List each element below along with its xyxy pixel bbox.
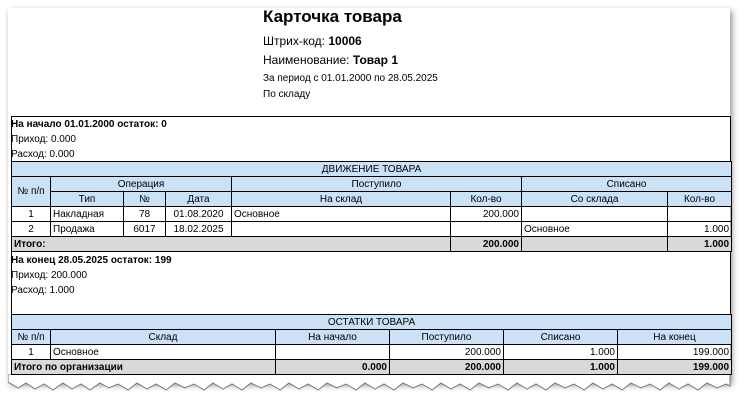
cell-num: 1 [12, 207, 51, 222]
col-type: Тип [51, 192, 124, 207]
product-name-label: Наименование: [263, 53, 350, 67]
end-income: Приход: 200.000 [11, 270, 88, 281]
product-name-value: Товар 1 [352, 53, 399, 67]
cell-type: Накладная [51, 207, 124, 222]
col-received: Поступило [232, 177, 522, 192]
col-written-off: Списано [522, 177, 732, 192]
end-balance: На конец 28.05.2025 остаток: 199 [11, 255, 172, 266]
barcode-value: 10006 [328, 34, 362, 48]
period-text: За период с 01.01.2000 по 28.05.2025 [263, 73, 438, 84]
cell-num: 2 [12, 222, 51, 237]
end-expense: Расход: 1.000 [11, 285, 75, 296]
cell-qty-in: 200.000 [451, 207, 522, 222]
col-num: № п/п [12, 330, 51, 345]
col-qty-out: Кол-во [668, 192, 732, 207]
col-qty-in: Кол-во [451, 192, 522, 207]
divider [11, 116, 730, 117]
col-in: Поступило [390, 330, 504, 345]
col-operation: Операция [51, 177, 232, 192]
total-end: 199.000 [618, 360, 732, 375]
cell-qty-in [451, 222, 522, 237]
total-row [12, 360, 732, 375]
table-row [12, 345, 732, 360]
table-row [12, 207, 732, 222]
cell-end: 199.000 [618, 345, 732, 360]
start-expense: Расход: 0.000 [11, 149, 75, 160]
total-row [12, 237, 732, 252]
cell-warehouse: Основное [51, 345, 276, 360]
start-income: Приход: 0.000 [11, 134, 76, 145]
scope-text: По складу [263, 89, 311, 100]
barcode-label: Штрих-код: [263, 34, 325, 48]
cell-qty-out [668, 207, 732, 222]
cell-date: 18.02.2025 [166, 222, 232, 237]
total-qty-in: 200.000 [451, 237, 522, 252]
barcode-line [263, 34, 362, 48]
torn-edge [8, 374, 734, 396]
col-start: На начало [276, 330, 390, 345]
cell-type: Продажа [51, 222, 124, 237]
cell-out: 1.000 [504, 345, 618, 360]
movement-section-title: ДВИЖЕНИЕ ТОВАРА [12, 162, 732, 177]
col-num: № п/п [12, 177, 51, 207]
col-warehouse: Склад [51, 330, 276, 345]
cell-date: 01.08.2020 [166, 207, 232, 222]
cell-doc-number: 6017 [124, 222, 166, 237]
cell-num: 1 [12, 345, 51, 360]
cell-to-warehouse: Основное [232, 207, 451, 222]
total-qty-out: 1.000 [668, 237, 732, 252]
cell-from-warehouse: Основное [522, 222, 668, 237]
divider [730, 116, 731, 161]
total-label: Итого: [12, 237, 451, 252]
product-name-line [263, 53, 398, 67]
movement-table [11, 161, 732, 252]
col-out: Списано [504, 330, 618, 345]
total-start: 0.000 [276, 360, 390, 375]
col-date: Дата [166, 192, 232, 207]
start-balance: На начало 01.01.2000 остаток: 0 [11, 119, 167, 130]
cell-doc-number: 78 [124, 207, 166, 222]
cell-to-warehouse [232, 222, 451, 237]
col-from-warehouse: Со склада [522, 192, 668, 207]
stock-table [11, 314, 732, 375]
stock-section-title: ОСТАТКИ ТОВАРА [12, 315, 732, 330]
total-out: 1.000 [504, 360, 618, 375]
col-to-warehouse: На склад [232, 192, 451, 207]
cell-from-warehouse [522, 207, 668, 222]
total-spacer [522, 237, 668, 252]
col-end: На конец [618, 330, 732, 345]
total-label: Итого по организации [12, 360, 276, 375]
total-in: 200.000 [390, 360, 504, 375]
cell-qty-out: 1.000 [668, 222, 732, 237]
col-doc-number: № [124, 192, 166, 207]
cell-in: 200.000 [390, 345, 504, 360]
divider [730, 252, 731, 314]
page-title: Карточка товара [263, 7, 402, 26]
table-row [12, 222, 732, 237]
cell-start [276, 345, 390, 360]
